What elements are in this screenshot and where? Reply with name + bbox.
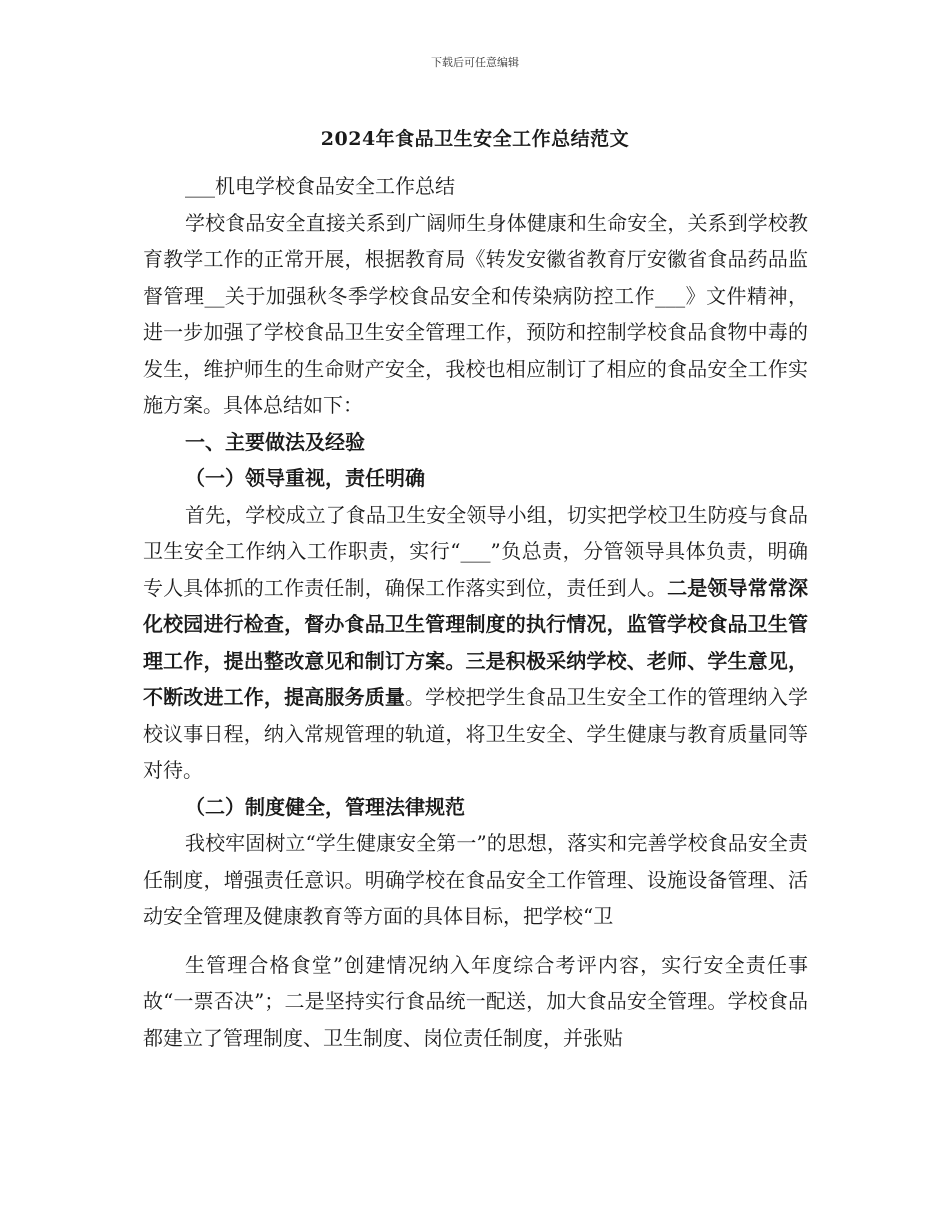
header-note: 下载后可任意编辑 bbox=[431, 56, 519, 69]
paragraph-intro: 学校食品安全直接关系到广阔师生身体健康和生命安全，关系到学校教育教学工作的正常开展，根据教育局《转发安徽省教育厅安徽省食品药品监督管理__关于加强秋冬季学校食品安全和传染病防控工作___》文件精神，进一步加强了学校食品卫生安全管理工作，预防和控制学校食品食物中毒的发生，维护师生的生命财产安全，我校也相应制订了相应的食品安全工作实施方案。具体总结如下： bbox=[143, 210, 808, 417]
section-heading: 一、主要做法及经验 bbox=[185, 429, 365, 454]
paragraph-canteen: 生管理合格食堂”创建情况纳入年度综合考评内容，实行安全责任事故“一票否决”；二是坚持实行食品统一配送，加大食品安全管理。学校食品都建立了管理制度、卫生制度、岗位责任制度，并张贴 bbox=[143, 952, 808, 1050]
subtitle-line: ___机电学校食品安全工作总结 bbox=[185, 174, 455, 198]
paragraph-system: 我校牢固树立“学生健康安全第一”的思想，落实和完善学校食品安全责任制度，增强责任意识。明确学校在食品安全工作管理、设施设备管理、活动安全管理及健康教育等方面的具体目标，把学校“卫 bbox=[143, 831, 808, 928]
paragraph-leadership-end: 。学校把学生食品卫生安全工作的管理纳入学校议事日程，纳入常规管理的轨道，将卫生安全、学生健康与教育质量同等对待。 bbox=[143, 685, 808, 782]
document-body bbox=[143, 168, 808, 1056]
paragraph-leadership bbox=[143, 497, 808, 789]
paragraph-leadership-start: 首先，学校成立了食品卫生安全领导小组，切实把学校卫生防疫与食品卫生安全工作纳入工作职责，实行“___”负总责，分管领导具体负责，明确专人具体抓的工作责任制，确保工作落实到位，责任到人。 bbox=[143, 502, 808, 600]
document-title: 2024年食品卫生安全工作总结范文 bbox=[320, 128, 630, 150]
paragraph-leadership-bold: 二是领导常常深化校园进行检查，督办食品卫生管理制度的执行情况，监管学校食品卫生管理工作，提出整改意见和制订方案。三是积极采纳学校、老师、学生意见，不断改进工作，提高服务质量 bbox=[143, 575, 808, 709]
subsection-heading-1: （一）领导重视，责任明确 bbox=[185, 466, 425, 490]
subsection-heading-2: （二）制度健全，管理法律规范 bbox=[185, 794, 465, 819]
